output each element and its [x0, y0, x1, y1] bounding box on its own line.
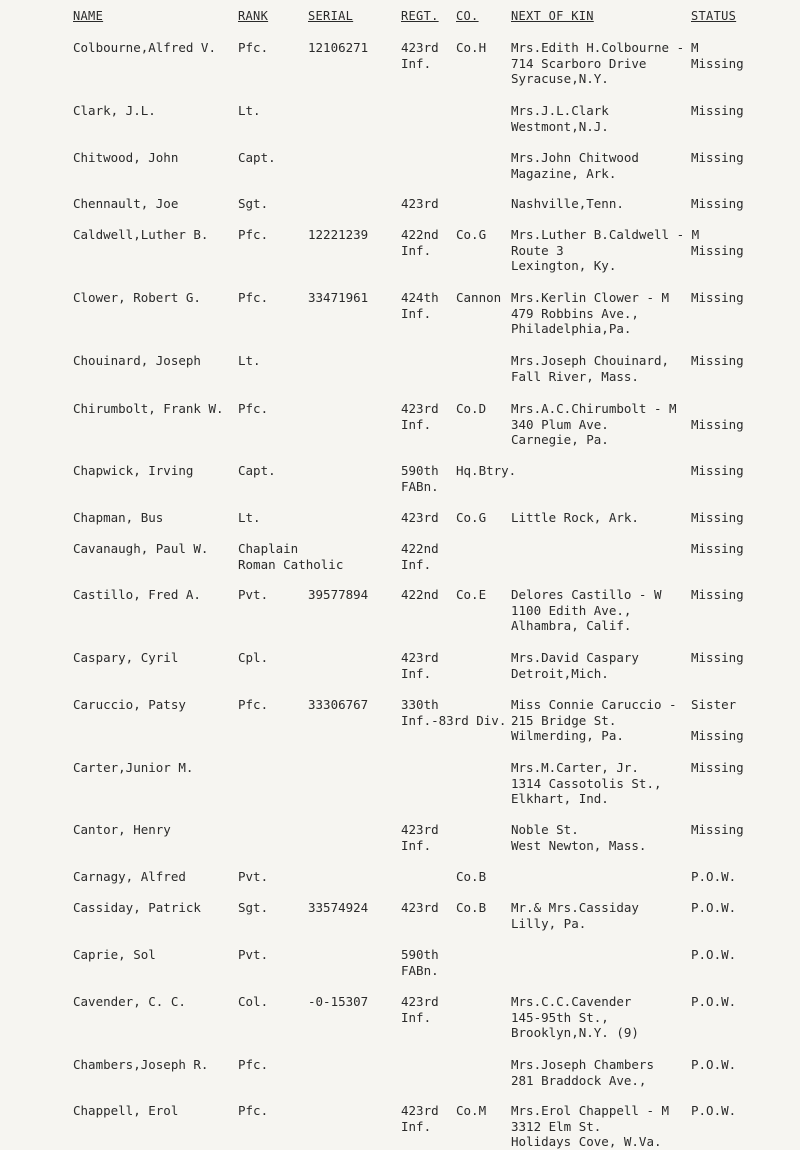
- cell-regt: 422nd Inf.: [401, 227, 439, 258]
- cell-name: Cavanaugh, Paul W.: [73, 541, 209, 556]
- cell-regt: 423rd Inf.: [401, 822, 439, 853]
- cell-kin: Mrs.M.Carter, Jr. 1314 Cassotolis St., Elkhart, Ind.: [511, 760, 662, 806]
- cell-status: Missing: [691, 103, 744, 118]
- cell-rank: Col.: [238, 994, 269, 1009]
- cell-status: M Missing: [691, 40, 744, 71]
- cell-co: Co.M: [456, 1103, 487, 1118]
- cell-rank: Pfc.: [238, 1057, 269, 1072]
- cell-name: Cassiday, Patrick: [73, 900, 201, 915]
- cell-name: Chouinard, Joseph: [73, 353, 201, 368]
- cell-kin: Mrs.A.C.Chirumbolt - M 340 Plum Ave. Carnegie, Pa.: [511, 401, 677, 447]
- cell-serial: 39577894: [308, 587, 369, 602]
- cell-name: Chirumbolt, Frank W.: [73, 401, 224, 416]
- cell-status: Missing: [691, 822, 744, 837]
- cell-regt: 423rd Inf.: [401, 1103, 439, 1134]
- cell-status: Missing: [691, 242, 744, 258]
- cell-regt: 423rd: [401, 510, 439, 525]
- cell-name: Chapwick, Irving: [73, 463, 194, 478]
- cell-co: Co.H: [456, 40, 487, 55]
- cell-co: Co.D: [456, 401, 487, 416]
- cell-name: Castillo, Fred A.: [73, 587, 201, 602]
- header-name: NAME: [73, 9, 104, 23]
- cell-kin: Mrs.Edith H.Colbourne - 714 Scarboro Drive Syracuse,N.Y.: [511, 40, 685, 86]
- cell-status: P.O.W.: [691, 1103, 737, 1118]
- cell-status: Missing: [691, 510, 744, 525]
- cell-rank: Pfc.: [238, 1103, 269, 1118]
- cell-co: Co.G: [456, 510, 487, 525]
- cell-status: P.O.W.: [691, 900, 737, 915]
- cell-regt: 423rd Inf.: [401, 994, 439, 1025]
- cell-name: Chappell, Erol: [73, 1103, 179, 1118]
- cell-name: Colbourne,Alfred V.: [73, 40, 216, 55]
- cell-regt: 423rd: [401, 900, 439, 915]
- cell-co: Co.G: [456, 227, 487, 242]
- cell-name: Cantor, Henry: [73, 822, 171, 837]
- cell-co: Co.B: [456, 900, 487, 915]
- cell-rank: Pfc.: [238, 40, 269, 55]
- cell-rank: Sgt.: [238, 900, 269, 915]
- cell-serial: 33471961: [308, 290, 369, 305]
- cell-kin: Nashville,Tenn.: [511, 196, 624, 211]
- cell-name: Caprie, Sol: [73, 947, 156, 962]
- cell-co: Hq.Btry.: [456, 463, 517, 478]
- cell-status: Missing: [691, 760, 744, 775]
- cell-serial: 33574924: [308, 900, 369, 915]
- cell-kin: Mrs.Joseph Chambers 281 Braddock Ave.,: [511, 1057, 654, 1088]
- cell-kin: Mrs.J.L.Clark Westmont,N.J.: [511, 103, 609, 134]
- cell-status: Missing: [691, 463, 744, 478]
- cell-regt: 423rd Inf.: [401, 40, 439, 71]
- cell-name: Caldwell,Luther B.: [73, 227, 209, 242]
- cell-status: Missing: [691, 196, 744, 211]
- cell-status: Sister Missing: [691, 697, 744, 743]
- cell-serial: 12221239: [308, 227, 369, 242]
- cell-regt: 422nd Inf.: [401, 541, 439, 572]
- cell-co: Cannon: [456, 290, 502, 305]
- cell-co: Co.E: [456, 587, 487, 602]
- cell-kin: Mrs.Luther B.Caldwell - M Route 3 Lexington, Ky.: [511, 227, 700, 273]
- cell-status: Missing: [691, 541, 744, 556]
- cell-name: Chapman, Bus: [73, 510, 164, 525]
- header-status: STATUS: [691, 9, 737, 23]
- cell-name: Caspary, Cyril: [73, 650, 179, 665]
- cell-name: Chitwood, John: [73, 150, 179, 165]
- cell-kin: Delores Castillo - W 1100 Edith Ave., Alhambra, Calif.: [511, 587, 662, 633]
- cell-name: Chambers,Joseph R.: [73, 1057, 209, 1072]
- header-next-of-kin: NEXT OF KIN: [511, 9, 594, 23]
- header-regt: REGT.: [401, 9, 439, 23]
- cell-status: Missing: [691, 587, 744, 602]
- cell-rank: Sgt.: [238, 196, 269, 211]
- cell-name: Clark, J.L.: [73, 103, 156, 118]
- cell-rank: Lt.: [238, 510, 261, 525]
- cell-regt: 330th Inf.-83rd Div.: [401, 697, 507, 728]
- header-co: CO.: [456, 9, 479, 23]
- cell-name: Caruccio, Patsy: [73, 697, 186, 712]
- cell-rank: Lt.: [238, 353, 261, 368]
- cell-rank: Capt.: [238, 150, 276, 165]
- cell-regt: 423rd: [401, 196, 439, 211]
- cell-rank: Pvt.: [238, 947, 269, 962]
- cell-kin: Mr.& Mrs.Cassiday Lilly, Pa.: [511, 900, 639, 931]
- cell-status: P.O.W.: [691, 869, 737, 884]
- cell-kin: Little Rock, Ark.: [511, 510, 639, 525]
- cell-rank: Pvt.: [238, 869, 269, 884]
- cell-rank: Chaplain Roman Catholic: [238, 541, 344, 572]
- header-serial: SERIAL: [308, 9, 354, 23]
- cell-kin: Mrs.Kerlin Clower - M 479 Robbins Ave., Philadelphia,Pa.: [511, 290, 670, 336]
- cell-rank: Pfc.: [238, 401, 269, 416]
- cell-co: Co.B: [456, 869, 487, 884]
- cell-name: Carter,Junior M.: [73, 760, 194, 775]
- cell-rank: Cpl.: [238, 650, 269, 665]
- cell-kin: Miss Connie Caruccio - 215 Bridge St. Wilmerding, Pa.: [511, 697, 677, 743]
- cell-kin: Mrs.John Chitwood Magazine, Ark.: [511, 150, 639, 181]
- cell-rank: Pfc.: [238, 697, 269, 712]
- cell-serial: -0-15307: [308, 994, 369, 1009]
- cell-rank: Lt.: [238, 103, 261, 118]
- cell-regt: 423rd Inf.: [401, 401, 439, 432]
- cell-kin: Mrs.Erol Chappell - M 3312 Elm St. Holidays Cove, W.Va.: [511, 1103, 670, 1149]
- cell-rank: Capt.: [238, 463, 276, 478]
- cell-status: Missing: [691, 353, 744, 368]
- cell-kin: Mrs.David Caspary Detroit,Mich.: [511, 650, 639, 681]
- cell-rank: Pfc.: [238, 290, 269, 305]
- cell-name: Cavender, C. C.: [73, 994, 186, 1009]
- cell-status: Missing: [691, 650, 744, 665]
- header-rank: RANK: [238, 9, 269, 23]
- cell-regt: 590th FABn.: [401, 947, 439, 978]
- cell-name: Carnagy, Alfred: [73, 869, 186, 884]
- cell-status: Missing: [691, 150, 744, 165]
- cell-kin: Mrs.Joseph Chouinard, Fall River, Mass.: [511, 353, 670, 384]
- cell-kin: Mrs.C.C.Cavender 145-95th St., Brooklyn,N.Y. (9): [511, 994, 639, 1040]
- cell-kin: Noble St. West Newton, Mass.: [511, 822, 647, 853]
- cell-name: Chennault, Joe: [73, 196, 179, 211]
- cell-regt: 424th Inf.: [401, 290, 439, 321]
- cell-regt: 423rd Inf.: [401, 650, 439, 681]
- cell-status: P.O.W.: [691, 1057, 737, 1072]
- cell-name: Clower, Robert G.: [73, 290, 201, 305]
- cell-serial: 33306767: [308, 697, 369, 712]
- cell-serial: 12106271: [308, 40, 369, 55]
- cell-rank: Pvt.: [238, 587, 269, 602]
- cell-status: P.O.W.: [691, 994, 737, 1009]
- cell-status: P.O.W.: [691, 947, 737, 962]
- cell-status: Missing: [691, 290, 744, 305]
- cell-rank: Pfc.: [238, 227, 269, 242]
- cell-regt: 422nd: [401, 587, 439, 602]
- cell-regt: 590th FABn.: [401, 463, 439, 494]
- cell-status: Missing: [691, 416, 744, 432]
